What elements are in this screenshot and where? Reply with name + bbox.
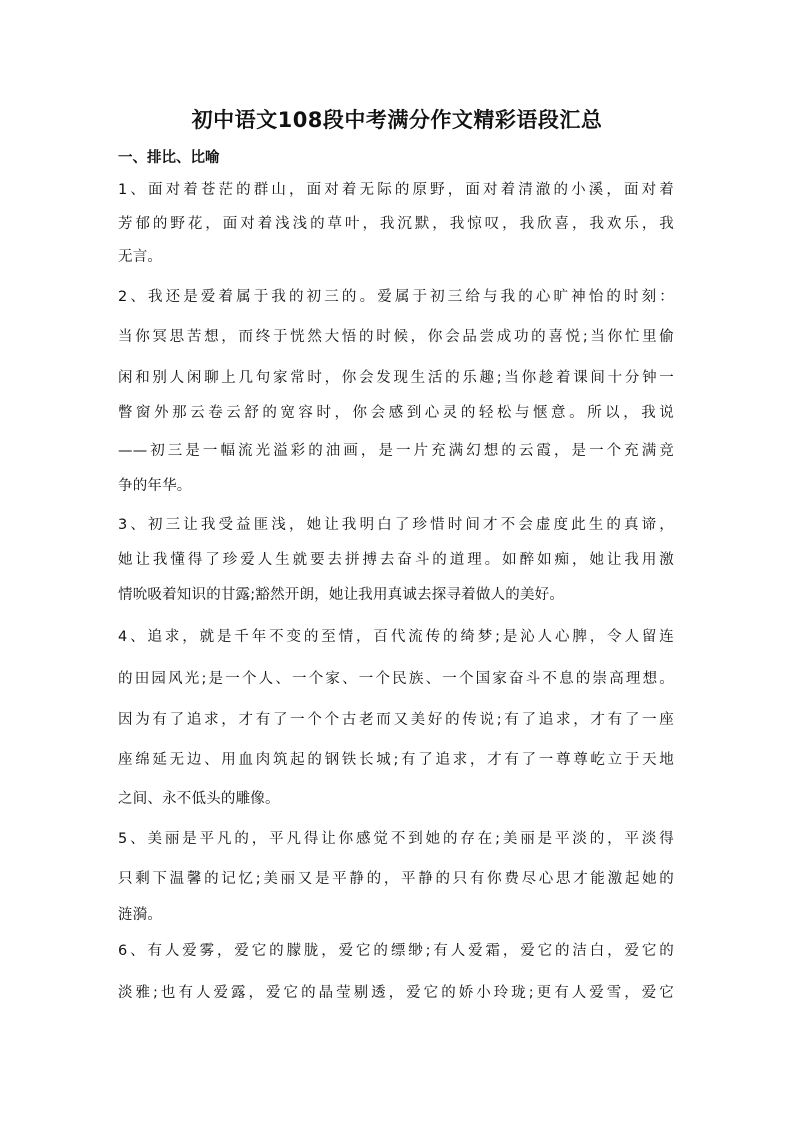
- text-line: 2、我还是爱着属于我的初三的。爱属于初三给与我的心旷神怡的时刻：: [118, 289, 674, 305]
- text-line: 争的年华。: [118, 478, 192, 494]
- text-line: 她让我懂得了珍爱人生就要去拼搏去奋斗的道理。如醉如痴，她让我用激: [118, 552, 674, 568]
- text-line: 涟漪。: [118, 907, 163, 923]
- text-line: 之间、永不低头的雕像。: [118, 791, 280, 807]
- text-line: 闲和别人闲聊上几句家常时，你会发现生活的乐趣;当你趁着课间十分钟一: [118, 370, 674, 386]
- text-line: 只剩下温馨的记忆;美丽又是平静的，平静的只有你费尽心思才能激起她的: [118, 871, 674, 887]
- section-heading: 一、排比、比喻: [118, 150, 220, 166]
- text-line: 因为有了追求，才有了一个个古老而又美好的传说;有了追求，才有了一座: [118, 712, 674, 728]
- text-line: 淡雅;也有人爱露，爱它的晶莹剔透，爱它的娇小玲珑;更有人爱雪，爱它: [118, 985, 674, 1001]
- text-line: 的田园风光;是一个人、一个家、一个民族、一个国家奋斗不息的崇高理想。: [118, 671, 674, 687]
- text-line: 情吮吸着知识的甘露;豁然开朗，她让我用真诚去探寻着做人的美好。: [118, 587, 565, 603]
- text-line: 1、面对着苍茫的群山，面对着无际的原野，面对着清澈的小溪，面对着: [118, 182, 674, 198]
- text-line: 6、有人爱雾，爱它的朦胧，爱它的缥缈;有人爱霜，爱它的洁白，爱它的: [118, 943, 674, 959]
- text-line: 4、追求，就是千年不变的至情，百代流传的绮梦;是沁人心脾，令人留连: [118, 629, 674, 645]
- text-line: 芳郁的野花，面对着浅浅的草叶，我沉默，我惊叹，我欣喜，我欢乐，我: [118, 216, 674, 232]
- text-line: 5、美丽是平凡的，平凡得让你感觉不到她的存在;美丽是平淡的，平淡得: [118, 831, 674, 847]
- text-line: 瞥窗外那云卷云舒的宽容时，你会感到心灵的轻松与惬意。所以，我说: [118, 405, 674, 421]
- text-line: 座绵延无边、用血肉筑起的钢铁长城;有了追求，才有了一尊尊屹立于天地: [118, 752, 674, 768]
- text-line: 当你冥思苦想，而终于恍然大悟的时候，你会品尝成功的喜悦;当你忙里偷: [118, 329, 674, 345]
- text-line: 3、初三让我受益匪浅，她让我明白了珍惜时间才不会虚度此生的真谛，: [118, 517, 674, 533]
- text-line: 无言。: [118, 249, 163, 265]
- document-title: 初中语文108段中考满分作文精彩语段汇总: [191, 108, 603, 132]
- text-line: ——初三是一幅流光溢彩的油画，是一片充满幻想的云霞，是一个充满竞: [118, 443, 674, 459]
